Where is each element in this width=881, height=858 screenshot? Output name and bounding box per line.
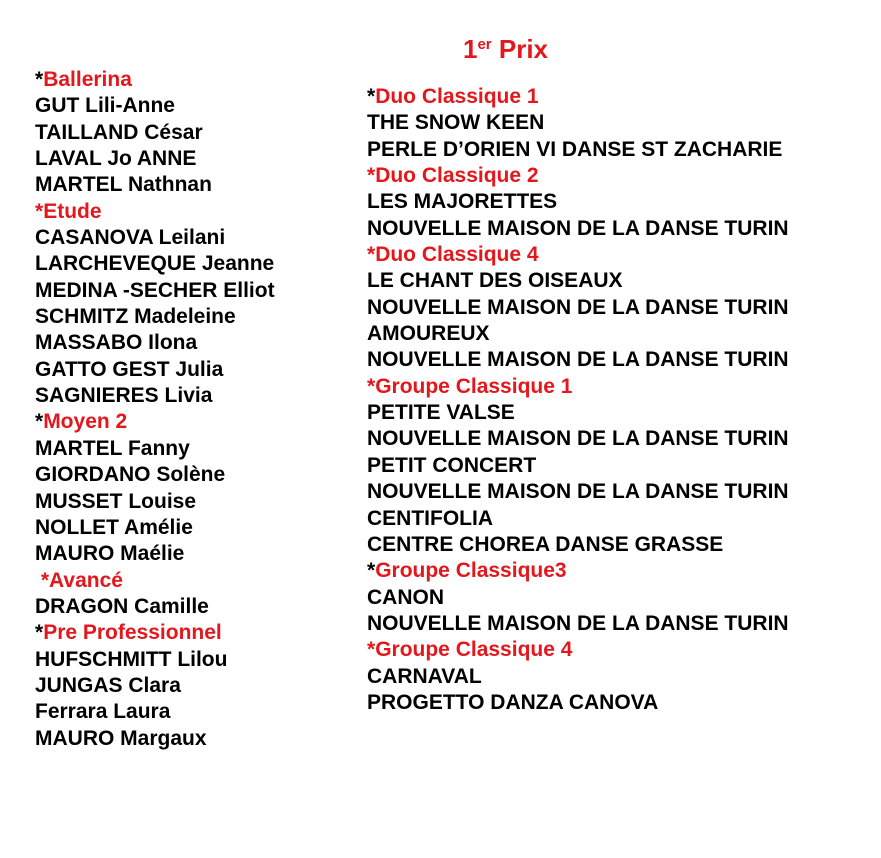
category-heading <box>35 568 275 594</box>
category-label: Groupe Classique3 <box>375 559 567 583</box>
category-heading <box>367 558 789 584</box>
entry-name: NOUVELLE MAISON DE LA DANSE TURIN <box>367 295 789 319</box>
title-superscript: er <box>477 36 492 53</box>
entry-name: SCHMITZ Madeleine <box>35 305 236 329</box>
entry-name: NOUVELLE MAISON DE LA DANSE TURIN <box>367 348 789 372</box>
entry-name: PETIT CONCERT <box>367 453 537 477</box>
entry-name: MASSABO Ilona <box>35 331 198 355</box>
entry-name: DRAGON Camille <box>35 594 209 618</box>
entry-name: NOUVELLE MAISON DE LA DANSE TURIN <box>367 427 789 451</box>
category-asterisk: * <box>367 164 376 188</box>
entry-name: NOUVELLE MAISON DE LA DANSE TURIN <box>367 480 789 504</box>
category-asterisk: * <box>367 374 376 398</box>
category-asterisk: * <box>367 559 376 583</box>
entry-name: CENTIFOLIA <box>367 506 493 530</box>
category-asterisk: * <box>367 85 376 108</box>
entry-name: SAGNIERES Livia <box>35 384 213 408</box>
category-asterisk: * <box>35 621 44 645</box>
entry-name: GUT Lili-Anne <box>35 94 175 118</box>
category-asterisk: * <box>367 638 376 662</box>
category-asterisk: * <box>367 243 376 267</box>
entry-name: NOUVELLE MAISON DE LA DANSE TURIN <box>367 216 789 240</box>
entry-name: PROGETTO DANZA CANOVA <box>367 690 659 714</box>
entry-name: TAILLAND César <box>35 120 203 144</box>
category-heading <box>35 409 275 435</box>
category-heading <box>367 163 789 189</box>
entry-name: THE SNOW KEEN <box>367 111 545 135</box>
entry-name: HUFSCHMITT Lilou <box>35 647 228 671</box>
category-asterisk: * <box>35 68 44 91</box>
entry-name: LE CHANT DES OISEAUX <box>367 269 623 293</box>
entry-name: CANON <box>367 585 444 609</box>
entry-name: NOLLET Amélie <box>35 515 193 539</box>
category-heading <box>367 374 789 400</box>
category-label: Groupe Classique 1 <box>375 374 573 398</box>
entry-name: MUSSET Louise <box>35 489 197 513</box>
entry-name: GATTO GEST Julia <box>35 357 224 381</box>
entry-name: MAURO Margaux <box>35 726 207 750</box>
category-label: Pre Professionnel <box>43 621 222 645</box>
category-heading <box>367 84 789 110</box>
entry-name: LARCHEVEQUE Jeanne <box>35 252 275 276</box>
entry-name: CASANOVA Leilani <box>35 226 226 250</box>
category-label: Moyen 2 <box>43 410 128 434</box>
entry-name: MEDINA -SECHER Elliot <box>35 278 275 302</box>
entry-name: MARTEL Fanny <box>35 436 190 460</box>
entry-name: LES MAJORETTES <box>367 190 558 214</box>
entry-name: NOUVELLE MAISON DE LA DANSE TURIN <box>367 611 789 635</box>
entry-name: PETITE VALSE <box>367 401 515 425</box>
left-column-list <box>35 67 275 752</box>
category-heading <box>367 242 789 268</box>
entry-name: CENTRE CHOREA DANSE GRASSE <box>367 532 724 556</box>
category-label: Groupe Classique 4 <box>375 638 573 662</box>
title-number: 1 <box>462 34 478 64</box>
category-label: Avancé <box>49 568 123 592</box>
category-heading <box>367 637 789 663</box>
category-heading <box>35 67 275 93</box>
entry-name: GIORDANO Solène <box>35 463 226 487</box>
category-heading <box>35 199 275 225</box>
entry-name: MARTEL Nathnan <box>35 173 212 197</box>
title-suffix: Prix <box>491 34 549 64</box>
category-label: Duo Classique 2 <box>375 164 539 188</box>
category-label: Etude <box>43 199 102 223</box>
category-asterisk: * <box>35 568 50 592</box>
category-asterisk: * <box>35 199 44 223</box>
entry-name: Ferrara Laura <box>35 700 171 724</box>
entry-name: JUNGAS Clara <box>35 673 181 697</box>
category-label: Duo Classique 1 <box>375 85 539 108</box>
page-title <box>0 33 881 65</box>
entry-name: AMOUREUX <box>367 322 490 346</box>
entry-name: MAURO Maélie <box>35 542 185 566</box>
category-label: Duo Classique 4 <box>375 243 539 267</box>
entry-name: CARNAVAL <box>367 664 482 688</box>
entry-name: PERLE D’ORIEN VI DANSE ST ZACHARIE <box>367 137 783 161</box>
category-asterisk: * <box>35 410 44 434</box>
entry-name: LAVAL Jo ANNE <box>35 147 197 171</box>
category-label: Ballerina <box>43 68 132 91</box>
right-column-list <box>367 84 789 716</box>
category-heading <box>35 620 275 646</box>
